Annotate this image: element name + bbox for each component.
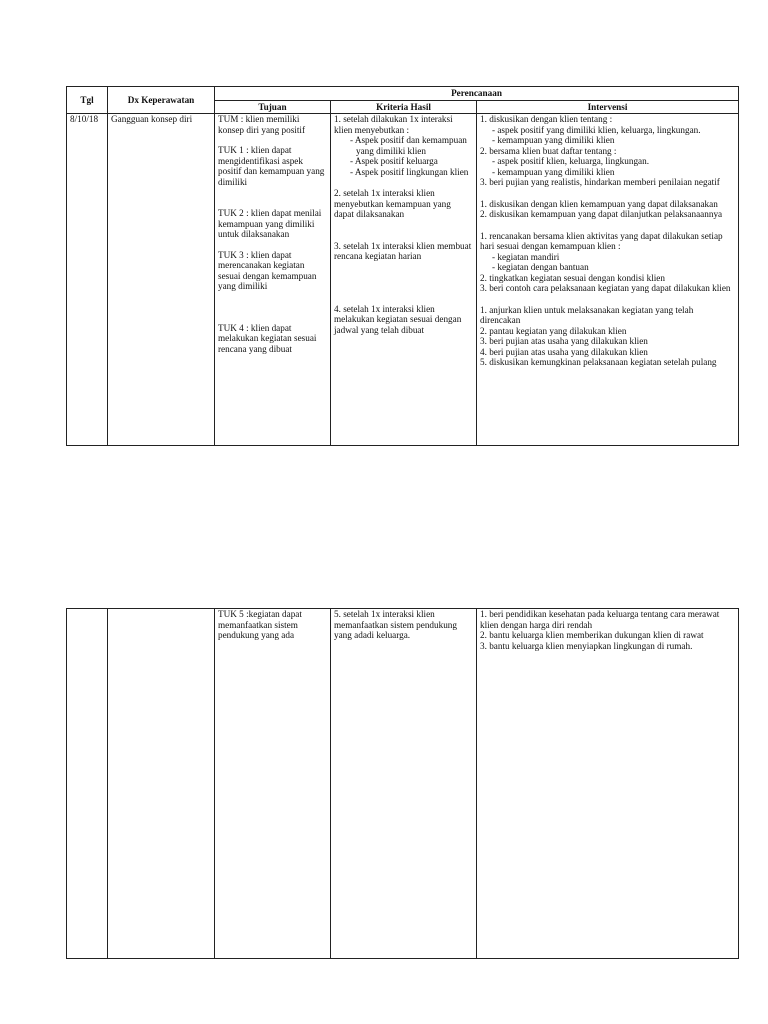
intervensi-1-3: 3. beri pujian yang realistis, hindarkan memberi penilaian negatif <box>480 177 720 187</box>
kriteria-1c: - Aspek positif lingkungan klien <box>350 166 469 177</box>
intervensi-1-1: 1. diskusikan dengan klien tentang : <box>480 114 613 124</box>
intervensi-4-2: 2. pantau kegiatan yang dilakukan klien <box>480 325 627 336</box>
intervensi-1-1a: - aspek positif yang dimiliki klien, keluarga, lingkungan. <box>492 124 701 135</box>
intervensi-3-3: 3. beri contoh cara pelaksanaan kegiatan yang dapat dilakukan klien <box>480 283 731 293</box>
header-perencanaan: Perencanaan <box>215 87 739 101</box>
intervensi-5-3: 3. bantu keluarga klien menyiapkan lingkungan di rumah. <box>480 640 693 651</box>
cell-kriteria <box>331 114 477 446</box>
intervensi-1-1b: - kemampuan yang dimiliki klien <box>492 135 615 145</box>
kriteria-1-intro: 1. setelah dilakukan 1x interaksi klien menyebutkan : <box>334 114 453 135</box>
intervensi-4-4: 4. beri pujian atas usaha yang dilakukan klien <box>480 346 648 357</box>
kriteria-1b: - Aspek positif keluarga <box>350 156 438 166</box>
header-kriteria: Kriteria Hasil <box>331 100 477 114</box>
kriteria-1a: - Aspek positif dan kemampuan yang dimiliki klien <box>350 135 467 156</box>
intervensi-1-2: 2. bersama klien buat daftar tentang : <box>480 145 617 156</box>
cell-dx-empty <box>108 609 215 959</box>
intervensi-4-3: 3. beri pujian atas usaha yang dilakukan klien <box>480 336 648 346</box>
header-intervensi: Intervensi <box>477 100 739 114</box>
cell-intervensi <box>477 114 739 446</box>
intervensi-3-1a: - kegiatan mandiri <box>492 251 560 262</box>
nursing-plan-table-continued <box>66 608 738 959</box>
nursing-plan-table <box>66 86 738 446</box>
tujuan-tuk1: TUK 1 : klien dapat mengidentifikasi aspek positif dan kemampuan yang dimiliki <box>218 145 325 187</box>
intervensi-1-2b: - kemampuan yang dimiliki klien <box>492 166 615 177</box>
intervensi-3-2: 2. tingkatkan kegiatan sesuai dengan kondisi klien <box>480 272 665 283</box>
intervensi-5-2: 2. bantu keluarga klien memberikan dukungan klien di rawat <box>480 630 704 640</box>
cell-tujuan-5 <box>215 609 331 959</box>
intervensi-5-1: 1. beri pendidikan kesehatan pada keluarga tentang cara merawat klien dengan harga diri rendah <box>480 609 720 630</box>
intervensi-4-1: 1. anjurkan klien untuk melaksanakan kegiatan yang telah direncakan <box>480 304 694 325</box>
header-tujuan: Tujuan <box>215 100 331 114</box>
tujuan-tum: TUM : klien memiliki konsep diri yang positif <box>218 114 306 135</box>
kriteria-5: 5. setelah 1x interaksi klien memanfaatkan sistem pendukung yang adadi keluarga. <box>334 609 457 640</box>
cell-dx: Gangguan konsep diri <box>108 114 215 446</box>
intervensi-2-2: 2. diskusikan kemampuan yang dapat dilanjutkan pelaksanaannya <box>480 209 723 219</box>
kriteria-3: 3. setelah 1x interaksi klien membuat rencana kegiatan harian <box>334 240 472 261</box>
intervensi-3-1: 1. rencanakan bersama klien aktivitas yang dapat dilakukan setiap hari sesuai dengan kemampuan klien : <box>480 230 723 251</box>
intervensi-3-1b: - kegiatan dengan bantuan <box>492 262 589 272</box>
cell-kriteria-5 <box>331 609 477 959</box>
header-tgl: Tgl <box>67 87 108 114</box>
kriteria-4: 4. setelah 1x interaksi klien melakukan kegiatan sesuai dengan jadwal yang telah dibuat <box>334 303 462 335</box>
tujuan-tuk4: TUK 4 : klien dapat melakukan kegiatan sesuai rencana yang dibuat <box>218 322 317 354</box>
intervensi-1-2a: - aspek positif klien, keluarga, lingkungan. <box>492 156 650 166</box>
tujuan-tuk3: TUK 3 : klien dapat merencanakan kegiatan sesuai dengan kemampuan yang dimiliki <box>218 249 317 291</box>
kriteria-2: 2. setelah 1x interaksi klien menyebutkan kemampuan yang dapat dilaksanakan <box>334 188 451 219</box>
cell-tgl-empty <box>67 609 108 959</box>
header-dx: Dx Keperawatan <box>108 87 215 114</box>
cell-intervensi-5 <box>477 609 739 959</box>
cell-tgl: 8/10/18 <box>67 114 108 446</box>
tujuan-tuk2: TUK 2 : klien dapat menilai kemampuan yang dimiliki untuk dilaksanakan <box>218 208 322 239</box>
cell-tujuan <box>215 114 331 446</box>
intervensi-4-5: 5. diskusikan kemungkinan pelaksanaan kegiatan setelah pulang <box>480 357 717 367</box>
tujuan-tuk5: TUK 5 :kegiatan dapat memanfaatkan sistem pendukung yang ada <box>218 609 302 640</box>
intervensi-2-1: 1. diskusikan dengan klien kemampuan yang dapat dilaksanakan <box>480 198 718 209</box>
